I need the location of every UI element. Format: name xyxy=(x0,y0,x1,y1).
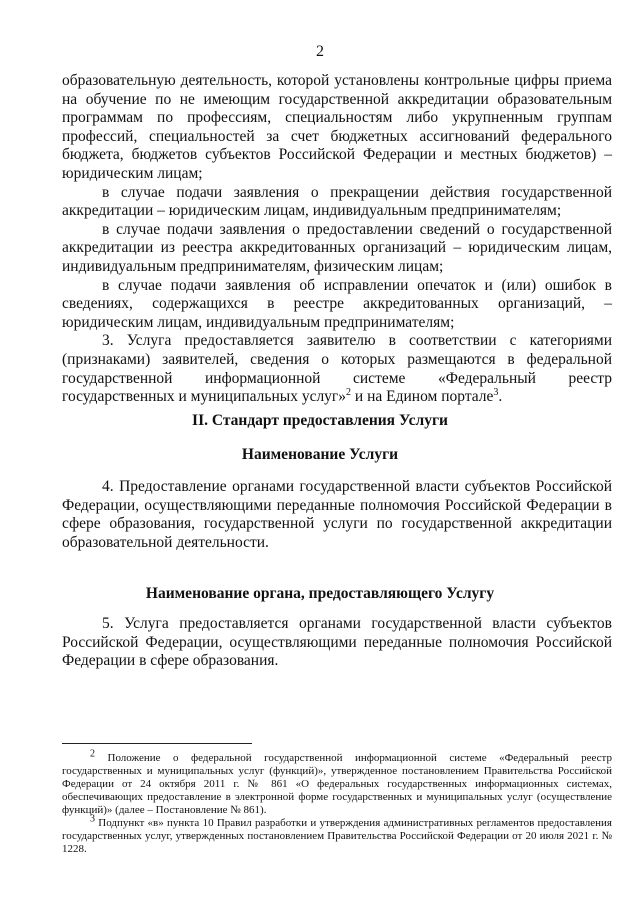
paragraph-continuation: образовательную деятельность, которой установлены контрольные цифры приема на обучение по не имеющим государственной аккредитации образовательным программам по профессиям, специальностям либо укрупненным группам профессий, специальностей за счет бюджетных ассигнований федерального бюджета, бюджетов субъектов Российской Федерации и местных бюджетов) – юридическим лицам; xyxy=(62,72,612,182)
footnote-marker: 3 xyxy=(90,813,95,825)
item3-text-end: . xyxy=(498,388,503,406)
item3-text-part1: 3. Услуга предоставляется заявителю в соответствии с категориями (признаками) заявителей, сведения о которых размещаются в федеральной государственной информационной системе «Федеральный реестр государственных и муниципальных услуг» xyxy=(62,332,612,406)
paragraph-item-5: 5. Услуга предоставляется органами государственной власти субъектов Российской Федерации, осуществляющими переданные полномочия Российской Федерации в сфере образования. xyxy=(62,615,612,670)
item3-text-part2: и на Едином портале xyxy=(351,388,494,406)
item-5-block xyxy=(62,615,612,671)
footnote-divider xyxy=(62,743,252,744)
footnote-ref-3: 3 xyxy=(493,386,499,398)
paragraph-termination: в случае подачи заявления о прекращении действия государственной аккредитации – юридическим лицам, индивидуальным предпринимателям; xyxy=(62,183,612,220)
footnote-marker: 2 xyxy=(90,748,95,760)
footnote-ref-2: 2 xyxy=(346,386,352,398)
paragraph-error-correction: в случае подачи заявления об исправлении опечаток и (или) ошибок в сведениях, содержащихся в реестре аккредитованных организаций, – юридическим лицам, индивидуальным предпринимателям; xyxy=(62,276,612,331)
top-text-block xyxy=(62,72,612,407)
footnote-text: Подпункт «в» пункта 10 Правил разработки и утверждения административных регламентов предоставления государственных услуг, утвержденных постановлением Правительства Российской Федерации от 20 июля 2021 г. № 1228. xyxy=(62,817,612,855)
footnote-3 xyxy=(62,813,612,856)
paragraph-info-request: в случае подачи заявления о предоставлении сведений о государственной аккредитации из реестра аккредитованных организаций – юридическим лицам, индивидуальным предпринимателям, физическим лицам; xyxy=(62,220,612,275)
section-heading: II. Стандарт предоставления Услуги xyxy=(192,412,448,429)
item-4-block xyxy=(62,478,612,552)
page-number: 2 xyxy=(316,43,324,60)
paragraph-item-3 xyxy=(62,332,612,406)
footnote-text: Положение о федеральной государственной информационной системе «Федеральный реестр государственных и муниципальных услуг (функций)», утвержденное постановлением Правительства Российской Федерации от 24 октября 2011 г. № 861 «О федеральных государственных информационных системах, обеспечивающих предоставление в электронной форме государственных и муниципальных услуг (осуществление функций)» (далее – Постановление № 861). xyxy=(62,752,612,816)
subheading-service-name: Наименование Услуги xyxy=(241,446,399,463)
paragraph-item-4: 4. Предоставление органами государственной власти субъектов Российской Федерации, осуществляющими переданные полномочия Российской Федерации в сфере образования, государственной услуги по государственной аккредитации образовательной деятельности. xyxy=(62,478,612,551)
footnote-2 xyxy=(62,748,612,817)
subheading-organ: Наименование органа, предоставляющего Услугу xyxy=(145,585,495,602)
footnotes-block xyxy=(62,748,612,856)
